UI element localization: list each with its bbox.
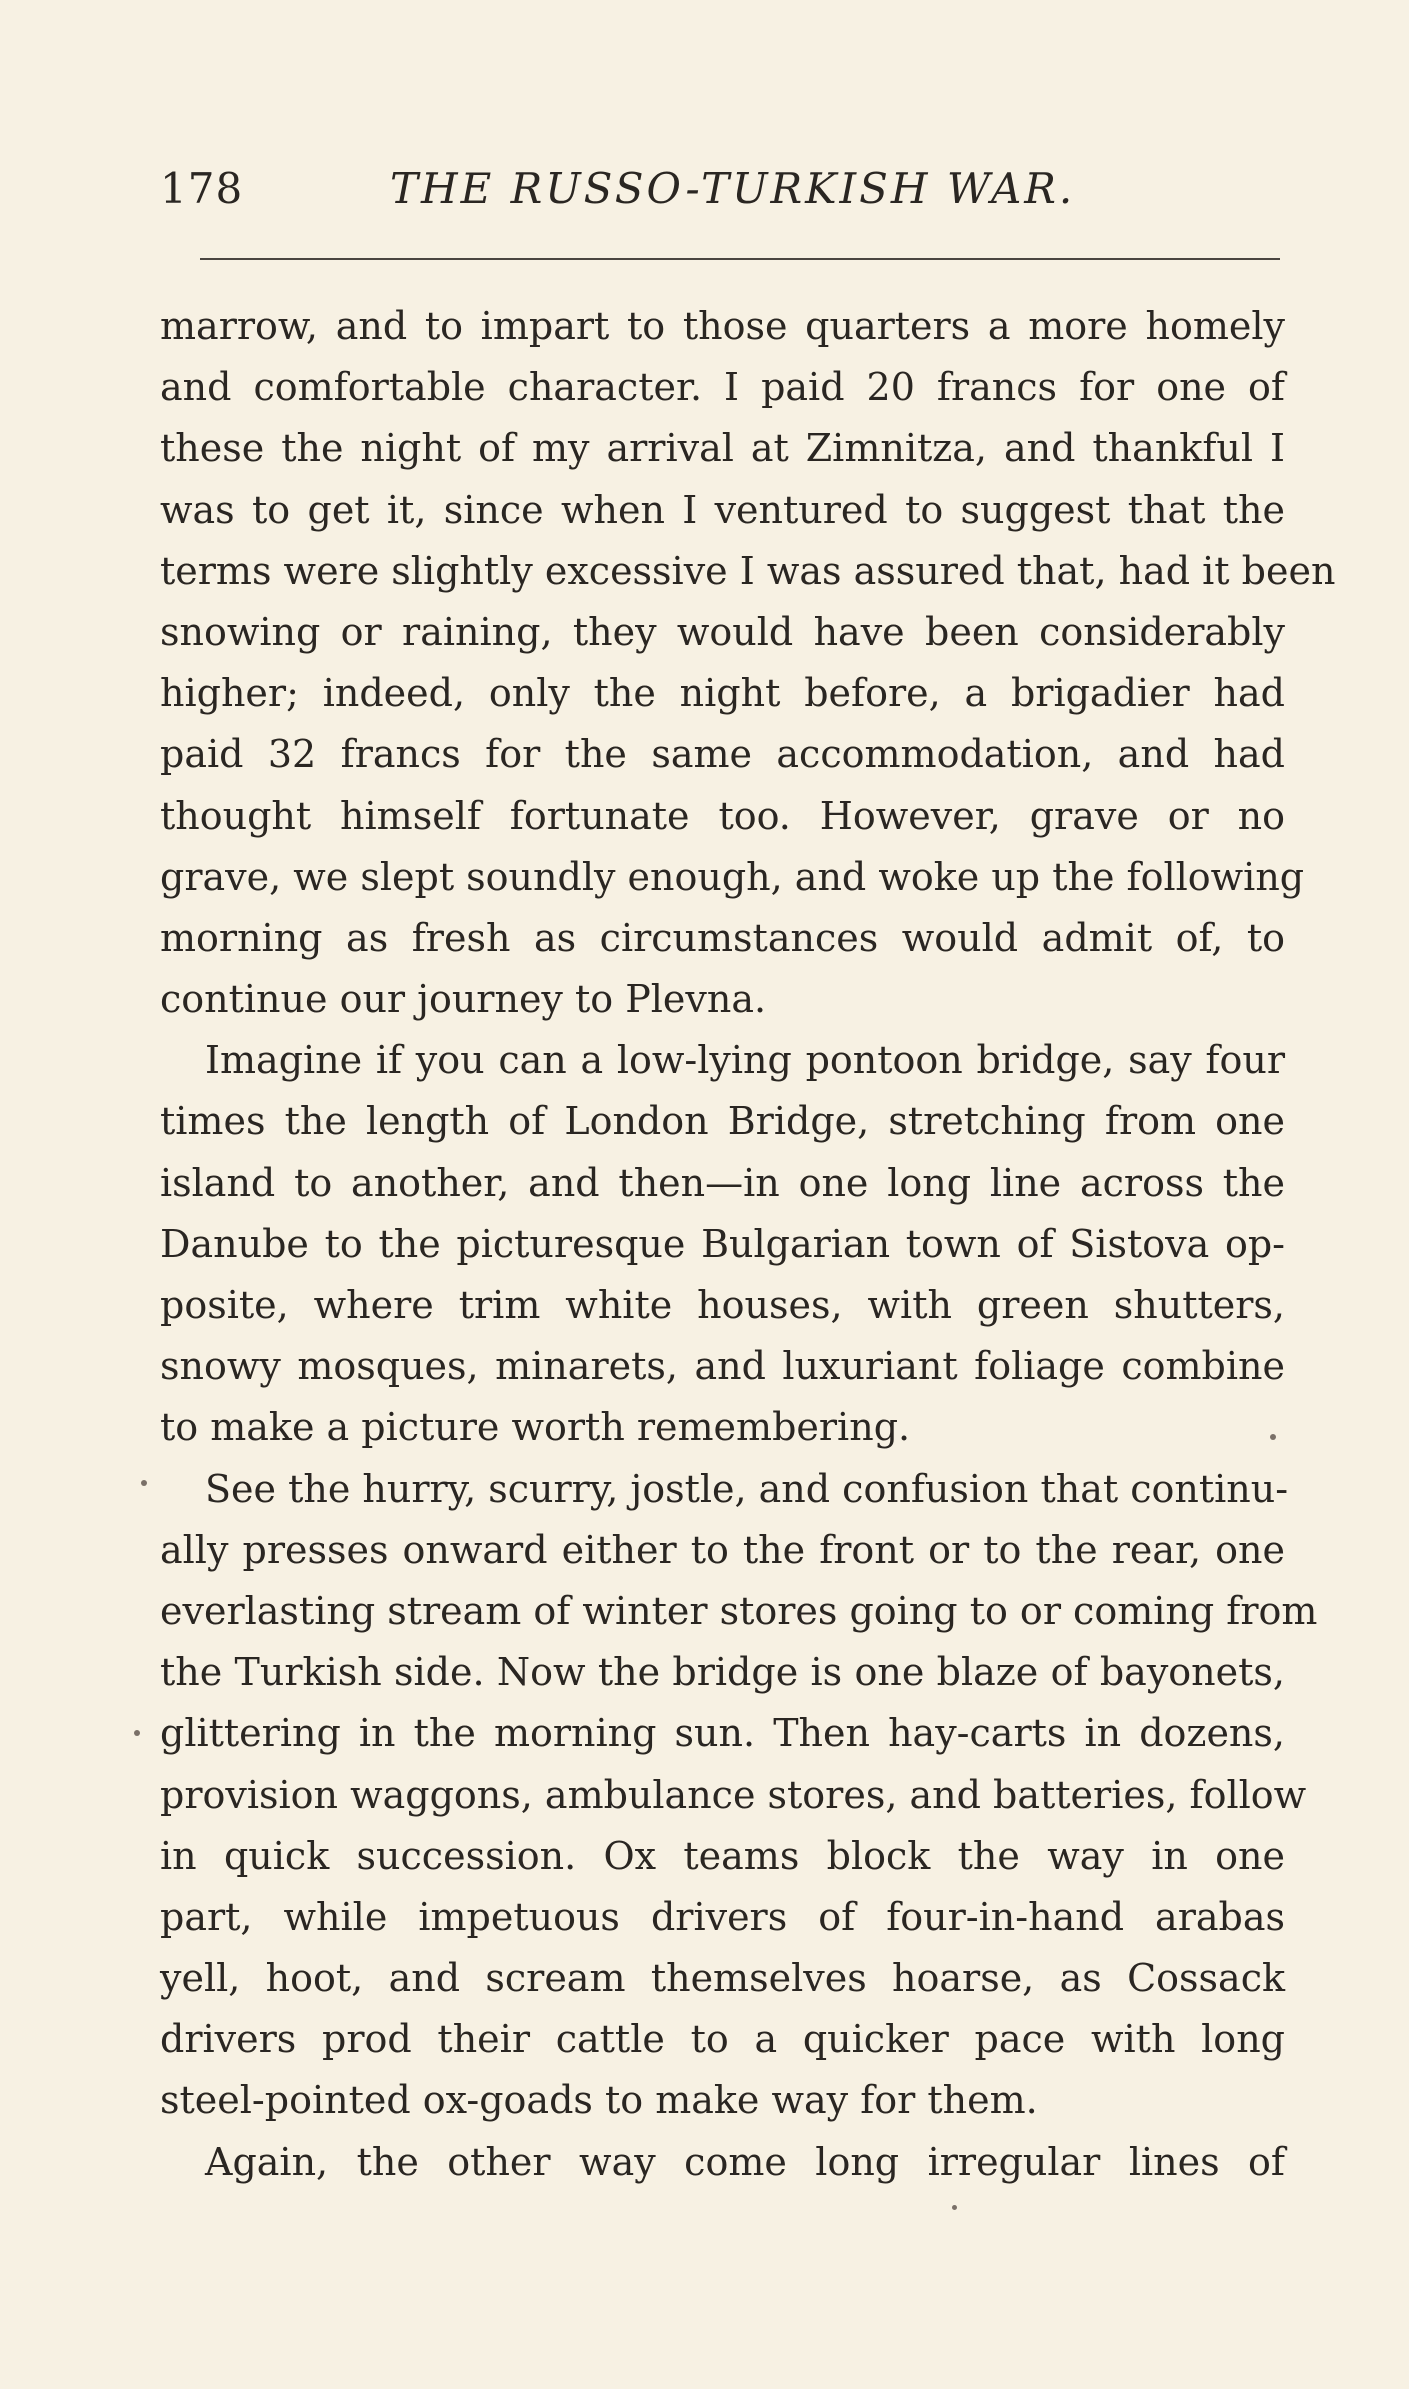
text-line: snowy mosques, minarets, and luxuriant foliage combine xyxy=(160,1344,1285,1389)
text-line: Again, the other way come long irregular lines of xyxy=(205,2139,1285,2184)
text-line: Danube to the picturesque Bulgarian town of Sistova op- xyxy=(160,1221,1285,1266)
text-line: in quick succession. Ox teams block the way in one xyxy=(160,1833,1285,1878)
ink-speck xyxy=(134,1730,140,1736)
header-rule xyxy=(200,258,1280,260)
text-line: thought himself fortunate too. However, grave or no xyxy=(160,793,1285,838)
page-number: 178 xyxy=(160,164,244,213)
text-line: higher; indeed, only the night before, a brigadier had xyxy=(160,671,1285,716)
text-line: steel-pointed ox-goads to make way for them. xyxy=(160,2078,1038,2123)
running-title: THE RUSSO-TURKISH WAR. xyxy=(390,164,1076,213)
text-line: posite, where trim white houses, with green shutters, xyxy=(160,1283,1285,1327)
text-line: snowing or raining, they would have been considerably xyxy=(160,609,1285,654)
ink-speck xyxy=(141,1480,147,1486)
text-line: continue our journey to Plevna. xyxy=(160,977,767,1022)
text-line: terms were slightly excessive I was assured that, had it been xyxy=(160,548,1336,593)
text-line: drivers prod their cattle to a quicker pace with long xyxy=(160,2017,1285,2062)
text-line: provision waggons, ambulance stores, and batteries, follow xyxy=(160,1772,1307,1817)
text-line: ally presses onward either to the front or to the rear, one xyxy=(160,1527,1285,1572)
ink-speck xyxy=(1270,1434,1276,1440)
text-line: island to another, and then—in one long line across the xyxy=(160,1160,1285,1205)
text-line: these the night of my arrival at Zimnitza, and thankful I xyxy=(160,426,1285,471)
text-line: everlasting stream of winter stores going to or coming from xyxy=(160,1588,1318,1633)
text-line: yell, hoot, and scream themselves hoarse, as Cossack xyxy=(160,1956,1285,2001)
text-line: was to get it, since when I ventured to suggest that the xyxy=(160,487,1285,532)
text-line: paid 32 francs for the same accommodation, and had xyxy=(160,732,1285,777)
text-line: morning as fresh as circumstances would admit of, to xyxy=(160,915,1285,960)
page-header xyxy=(160,156,1290,226)
text-line: marrow, and to impart to those quarters a more homely xyxy=(160,304,1285,348)
text-line: and comfortable character. I paid 20 francs for one of xyxy=(160,365,1285,410)
text-line: part, while impetuous drivers of four-in-hand arabas xyxy=(160,1894,1285,1939)
text-line: glittering in the morning sun. Then hay-carts in dozens, xyxy=(160,1711,1285,1756)
body-text xyxy=(160,296,1336,2193)
text-line: grave, we slept soundly enough, and woke up the following xyxy=(160,854,1305,899)
text-line: See the hurry, scurry, jostle, and confusion that continu- xyxy=(205,1466,1289,1511)
text-line: the Turkish side. Now the bridge is one blaze of bayonets, xyxy=(160,1650,1285,1695)
text-line: times the length of London Bridge, stretching from one xyxy=(160,1099,1285,1144)
ink-speck xyxy=(952,2205,957,2210)
text-line: Imagine if you can a low-lying pontoon bridge, say four xyxy=(205,1038,1285,1083)
text-line: to make a picture worth remembering. xyxy=(160,1405,911,1450)
